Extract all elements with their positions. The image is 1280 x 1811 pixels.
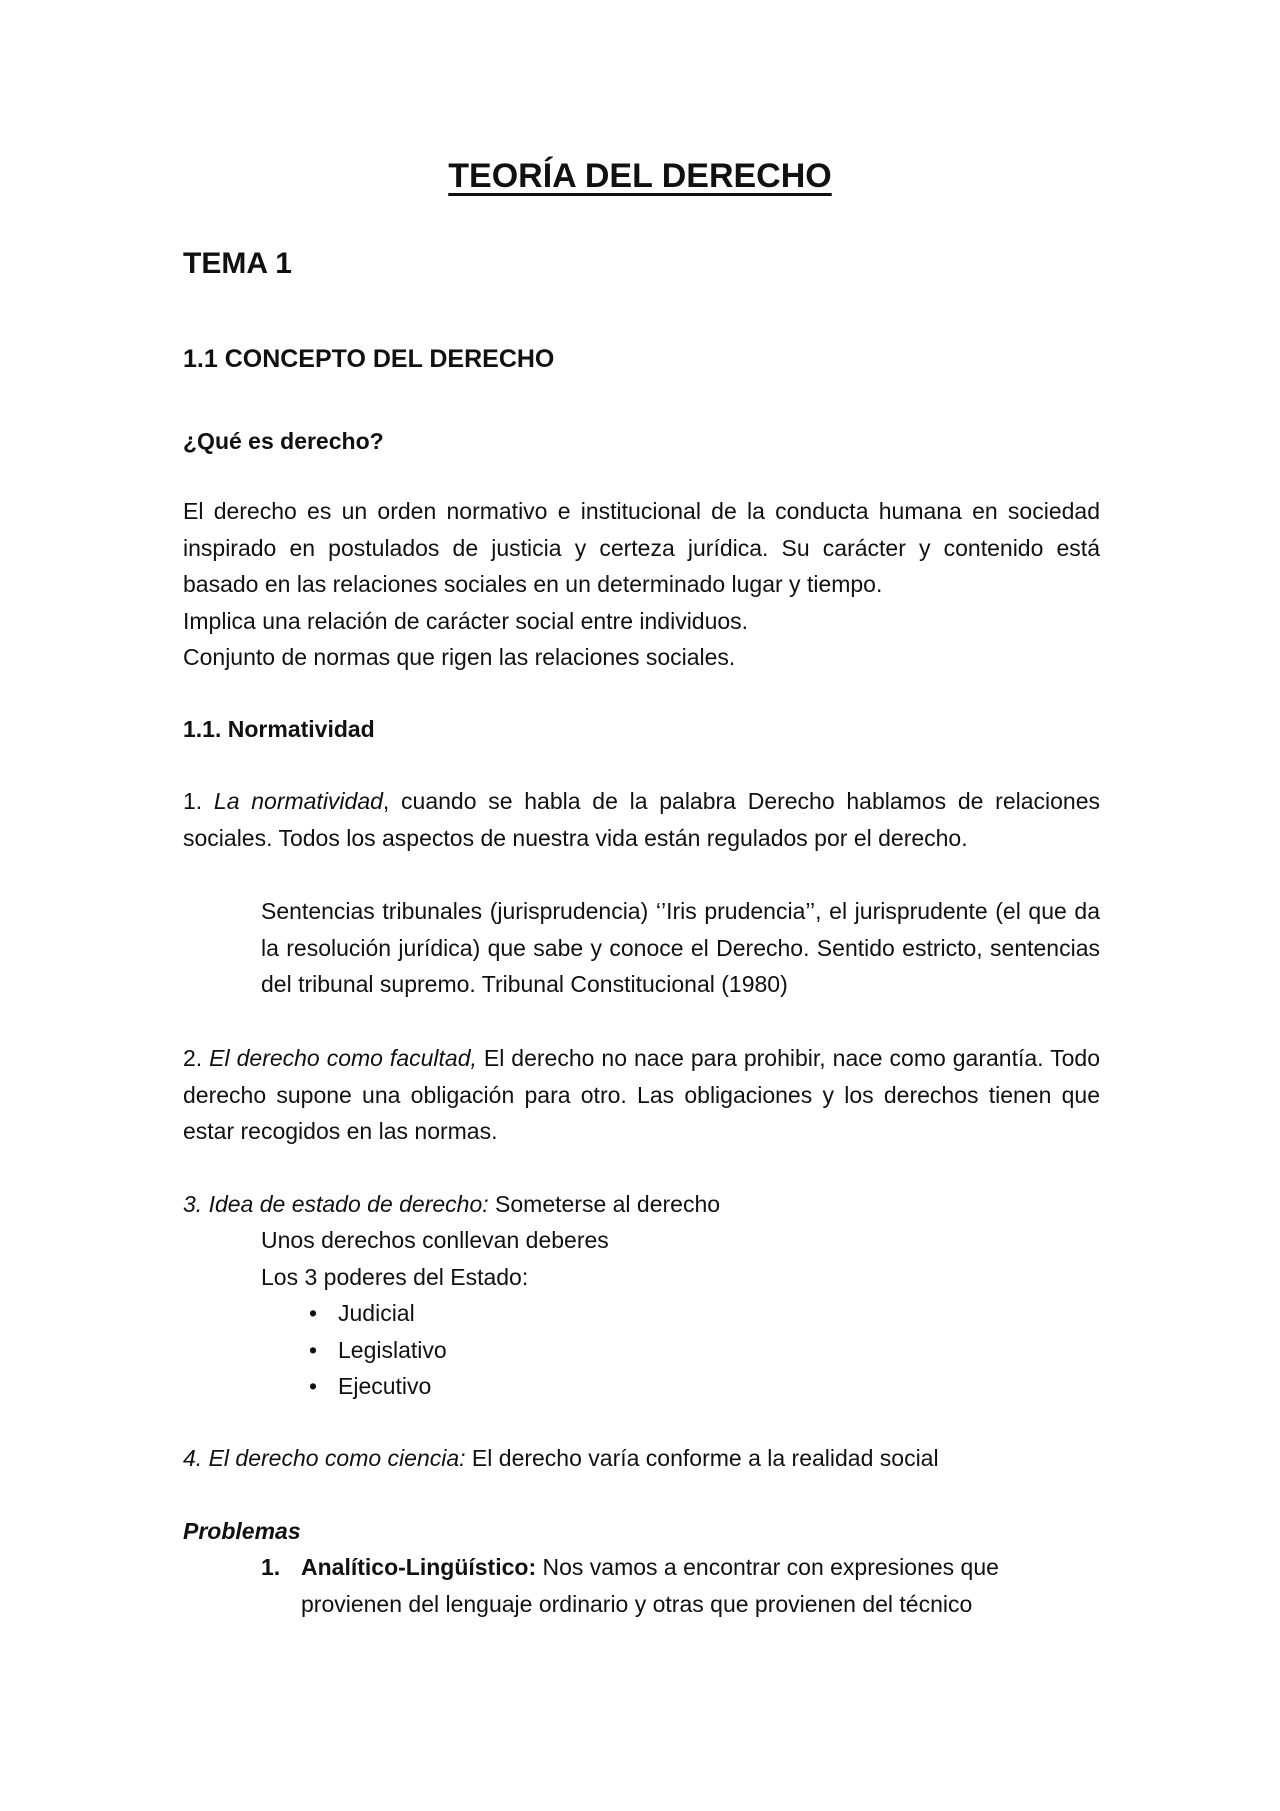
document-title: TEORÍA DEL DERECHO bbox=[448, 157, 832, 195]
powers-list bbox=[308, 1295, 609, 1405]
point-3-line: Los 3 poderes del Estado: bbox=[261, 1263, 529, 1290]
topic-heading: TEMA 1 bbox=[183, 247, 292, 280]
point-3 bbox=[183, 1186, 720, 1223]
point-1 bbox=[183, 783, 1100, 856]
point-text: Someterse al derecho bbox=[488, 1191, 721, 1217]
point-4 bbox=[183, 1440, 939, 1477]
list-item-text: Ejecutivo bbox=[338, 1373, 432, 1399]
bullet-icon: • bbox=[308, 1373, 318, 1399]
point-text: El derecho varía conforme a la realidad social bbox=[465, 1445, 939, 1471]
list-item-text: Legislativo bbox=[338, 1336, 447, 1363]
problems-ordered-list bbox=[261, 1549, 1100, 1622]
list-item-text: Judicial bbox=[338, 1300, 415, 1326]
point-term: 4. El derecho como ciencia: bbox=[183, 1445, 466, 1471]
intro-line: Implica una relación de carácter social entre individuos. bbox=[183, 607, 749, 634]
question-heading: ¿Qué es derecho? bbox=[183, 428, 384, 454]
list-item bbox=[261, 1549, 1100, 1622]
bullet-icon: • bbox=[308, 1336, 318, 1363]
point-term: La normatividad bbox=[213, 788, 383, 814]
point-term: El derecho como facultad, bbox=[209, 1045, 477, 1071]
intro-block bbox=[183, 493, 1100, 676]
bullet-icon: • bbox=[308, 1300, 318, 1326]
point-3-line: Unos derechos conllevan deberes bbox=[261, 1227, 609, 1253]
point-3-details bbox=[261, 1222, 609, 1405]
problems-list bbox=[261, 1549, 1100, 1622]
item-text: Nos vamos a encontrar con expresiones que provienen del lenguaje ordinario y otras que provienen del técnico bbox=[301, 1554, 999, 1617]
list-item bbox=[308, 1332, 609, 1369]
section-heading: 1.1 CONCEPTO DEL DERECHO bbox=[183, 345, 555, 373]
item-term: Analítico-Lingüístico: bbox=[301, 1554, 537, 1580]
point-2 bbox=[183, 1040, 1100, 1150]
problems-heading: Problemas bbox=[183, 1518, 301, 1544]
intro-line: Conjunto de normas que rigen las relaciones sociales. bbox=[183, 644, 736, 670]
point-number: 2. bbox=[183, 1045, 210, 1071]
point-term: 3. Idea de estado de derecho: bbox=[183, 1191, 489, 1217]
list-item bbox=[308, 1295, 609, 1332]
point-text: , cuando se habla de la palabra Derecho hablamos de relaciones sociales. Todos los aspectos de nuestra vida están regulados por el derecho. bbox=[183, 788, 1100, 851]
subsection-heading: 1.1. Normatividad bbox=[183, 716, 375, 742]
point-number: 1. bbox=[183, 788, 214, 814]
item-number: 1. bbox=[261, 1554, 281, 1580]
point-1-indent: Sentencias tribunales (jurisprudencia) ‘’Iris prudencia’’, el jurisprudente (el que da la resolución jurídica) que sabe y conoce el Derecho. Sentido estricto, sentencias del tribunal supremo. Tribunal Constitucional (1980) bbox=[261, 898, 1100, 997]
point-text: El derecho no nace para prohibir, nace como garantía. Todo derecho supone una obligación para otro. Las obligaciones y los derechos tienen que estar recogidos en las normas. bbox=[183, 1045, 1100, 1144]
list-item bbox=[308, 1368, 609, 1405]
intro-paragraph: El derecho es un orden normativo e institucional de la conducta humana en sociedad inspirado en postulados de justicia y certeza jurídica. Su carácter y contenido está basado en las relaciones sociales en un determinado lugar y tiempo. bbox=[183, 498, 1100, 597]
